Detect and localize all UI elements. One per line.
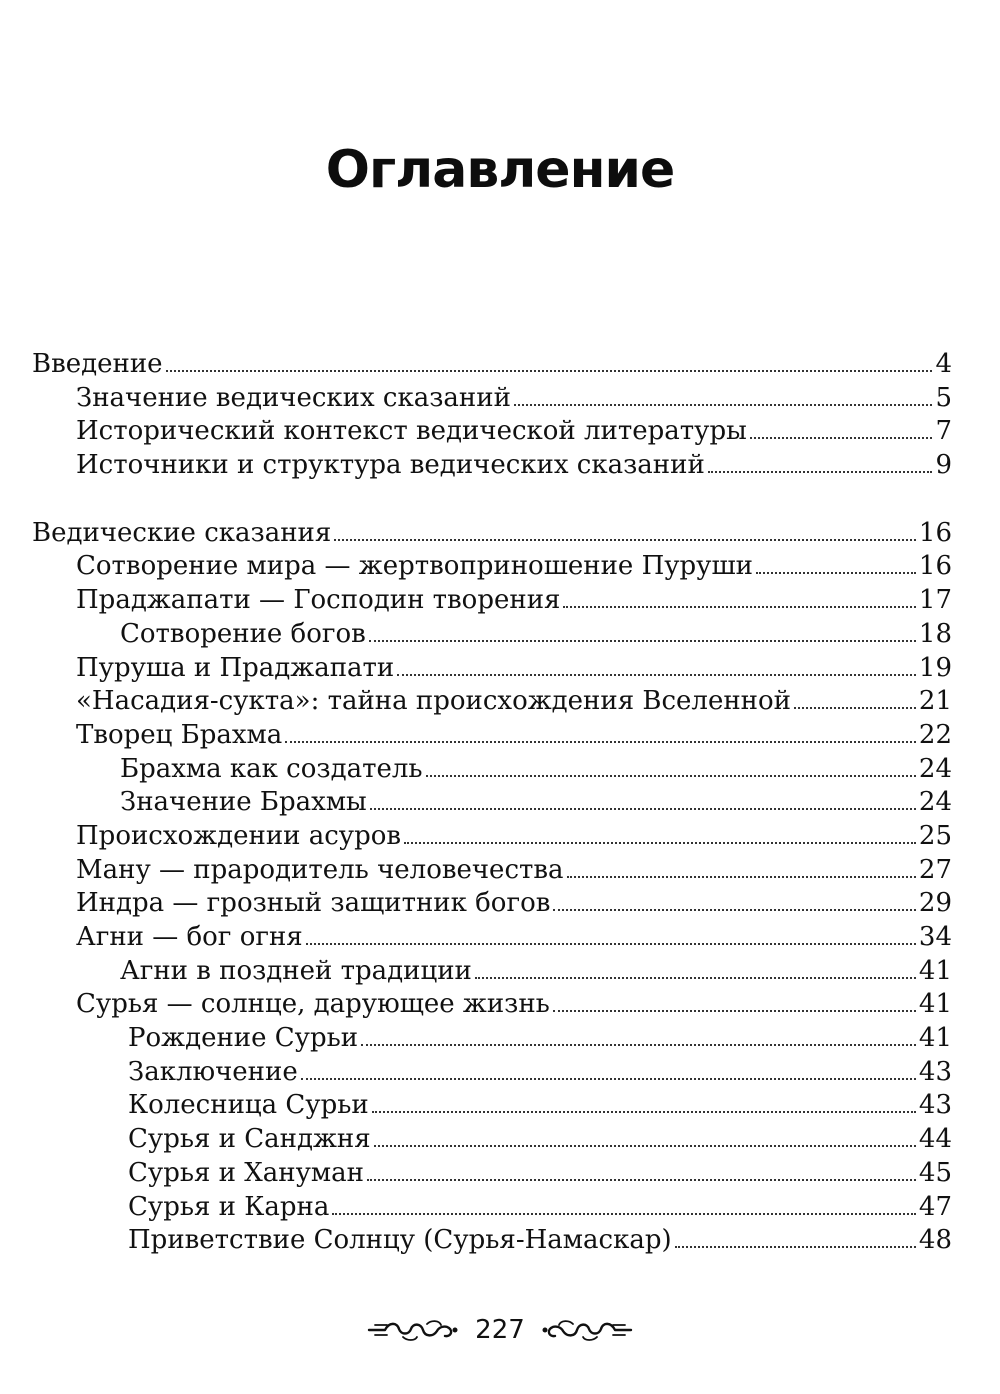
dot-leader — [306, 943, 916, 945]
toc-entry-page: 22 — [918, 719, 952, 750]
toc-entry-title: Сотворение богов — [120, 618, 366, 649]
toc-entry-page: 34 — [918, 922, 952, 952]
dot-leader — [553, 909, 916, 911]
ornament-right-icon — [541, 1317, 633, 1343]
toc-entry[interactable] — [32, 1157, 952, 1191]
toc-entry-page: 24 — [918, 753, 952, 784]
toc-entry[interactable] — [32, 955, 952, 989]
toc-entry-title: Заключение — [128, 1056, 298, 1087]
toc-entry-page: 44 — [918, 1124, 952, 1155]
toc-entry-page: 4 — [935, 349, 952, 379]
toc-entry-page: 21 — [918, 686, 952, 717]
dot-leader — [332, 1213, 916, 1215]
toc-entry-title: Брахма как создатель — [120, 753, 423, 784]
dot-leader — [675, 1246, 916, 1248]
dot-leader — [756, 572, 916, 574]
toc-entry[interactable] — [32, 584, 952, 618]
dot-leader — [426, 775, 916, 777]
toc-entry[interactable] — [32, 449, 952, 483]
dot-leader — [166, 370, 933, 372]
toc-entry-title: Источники и структура ведических сказаний — [76, 450, 705, 481]
toc-entry-page: 41 — [918, 989, 952, 1020]
toc-section-vedic-tales — [32, 517, 952, 1258]
toc-entry-title: Ведические сказания — [32, 517, 332, 548]
toc-entry[interactable] — [32, 348, 952, 382]
dot-leader — [514, 404, 933, 406]
dot-leader — [372, 1111, 916, 1113]
toc-entry-page: 25 — [918, 820, 952, 851]
dot-leader — [301, 1078, 916, 1080]
toc-entry[interactable] — [32, 1191, 952, 1225]
toc-entry-title: Пуруша и Праджапати — [76, 652, 395, 683]
dot-leader — [374, 1145, 916, 1147]
toc-entry[interactable] — [32, 854, 952, 888]
toc-entry-page: 7 — [935, 416, 952, 447]
toc-entry[interactable] — [32, 988, 952, 1022]
toc-entry-title: Колесница Сурьи — [128, 1090, 369, 1121]
toc-entry[interactable] — [32, 1089, 952, 1123]
toc-entry-title: Исторический контекст ведической литературы — [76, 416, 747, 447]
toc-section-introduction — [32, 348, 952, 483]
page-footer — [0, 1310, 1000, 1350]
toc-entry-title: Праджапати — Господин творения — [76, 585, 561, 616]
toc-entry-page: 17 — [918, 585, 952, 616]
toc-entry-title: Сурья — солнце, дарующее жизнь — [76, 989, 550, 1020]
toc-entry-page: 45 — [918, 1157, 952, 1188]
toc-entry-title: Сурья и Хануман — [128, 1157, 364, 1188]
toc-entry[interactable] — [32, 550, 952, 584]
toc-entry-page: 47 — [918, 1191, 952, 1222]
toc-entry-title: Приветствие Солнцу (Сурья-Намаскар) — [128, 1225, 672, 1256]
toc-entry[interactable] — [32, 820, 952, 854]
toc-entry[interactable] — [32, 1056, 952, 1090]
dot-leader — [567, 876, 916, 878]
table-of-contents — [32, 348, 952, 1258]
dot-leader — [367, 1179, 916, 1181]
dot-leader — [750, 437, 933, 439]
toc-entry-title: Агни в поздней традиции — [120, 955, 472, 986]
dot-leader — [553, 1010, 916, 1012]
toc-entry-title: Сурья и Санджня — [128, 1124, 371, 1155]
dot-leader — [794, 707, 916, 709]
dot-leader — [708, 471, 933, 473]
dot-leader — [404, 842, 916, 844]
toc-entry-page: 16 — [918, 517, 952, 548]
toc-entry-page: 43 — [918, 1056, 952, 1087]
toc-entry[interactable] — [32, 1224, 952, 1258]
toc-entry[interactable] — [32, 517, 952, 551]
toc-entry-page: 5 — [935, 382, 952, 413]
toc-entry-title: Сотворение мира — жертвоприношение Пуруши — [76, 551, 753, 582]
toc-entry-page: 19 — [918, 652, 952, 683]
dot-leader — [285, 741, 916, 743]
toc-entry[interactable] — [32, 685, 952, 719]
toc-entry[interactable] — [32, 921, 952, 955]
toc-entry-page: 27 — [918, 854, 952, 885]
dot-leader — [361, 1044, 916, 1046]
page-title: Оглавление — [325, 140, 675, 200]
toc-entry-title: Агни — бог огня — [76, 922, 303, 952]
toc-entry[interactable] — [32, 719, 952, 753]
page-number: 227 — [475, 1315, 525, 1345]
toc-entry-title: Сурья и Карна — [128, 1191, 330, 1222]
dot-leader — [475, 977, 916, 979]
toc-entry-page: 16 — [918, 551, 952, 582]
toc-entry[interactable] — [32, 415, 952, 449]
toc-entry[interactable] — [32, 382, 952, 416]
toc-entry[interactable] — [32, 786, 952, 820]
dot-leader — [397, 674, 916, 676]
toc-entry[interactable] — [32, 1123, 952, 1157]
toc-entry-page: 41 — [918, 955, 952, 986]
toc-entry-page: 29 — [918, 888, 952, 919]
toc-entry[interactable] — [32, 652, 952, 686]
ornament-left-icon — [367, 1317, 459, 1343]
toc-entry-title: Введение — [32, 349, 163, 379]
toc-entry-page: 48 — [918, 1225, 952, 1256]
toc-entry-title: Индра — грозный защитник богов — [76, 888, 551, 919]
toc-entry-page: 43 — [918, 1090, 952, 1121]
dot-leader — [563, 606, 915, 608]
toc-entry-title: Рождение Сурьи — [128, 1023, 359, 1054]
toc-entry[interactable] — [32, 753, 952, 787]
toc-entry[interactable] — [32, 887, 952, 921]
dot-leader — [370, 808, 916, 810]
toc-entry-title: Значение Брахмы — [120, 787, 367, 818]
toc-entry[interactable] — [32, 618, 952, 652]
dot-leader — [369, 640, 916, 642]
toc-entry-page: 41 — [918, 1023, 952, 1054]
toc-entry-title: Значение ведических сказаний — [76, 382, 511, 413]
toc-entry-title: Ману — прародитель человечества — [76, 854, 564, 885]
toc-entry-page: 18 — [918, 618, 952, 649]
toc-entry-page: 24 — [918, 787, 952, 818]
dot-leader — [334, 539, 916, 541]
toc-entry-page: 9 — [935, 450, 952, 481]
toc-entry-title: «Насадия-сукта»: тайна происхождения Вселенной — [76, 686, 791, 717]
toc-entry-title: Творец Брахма — [76, 719, 283, 750]
toc-entry[interactable] — [32, 1022, 952, 1056]
toc-entry-title: Происхождении асуров — [76, 820, 402, 851]
